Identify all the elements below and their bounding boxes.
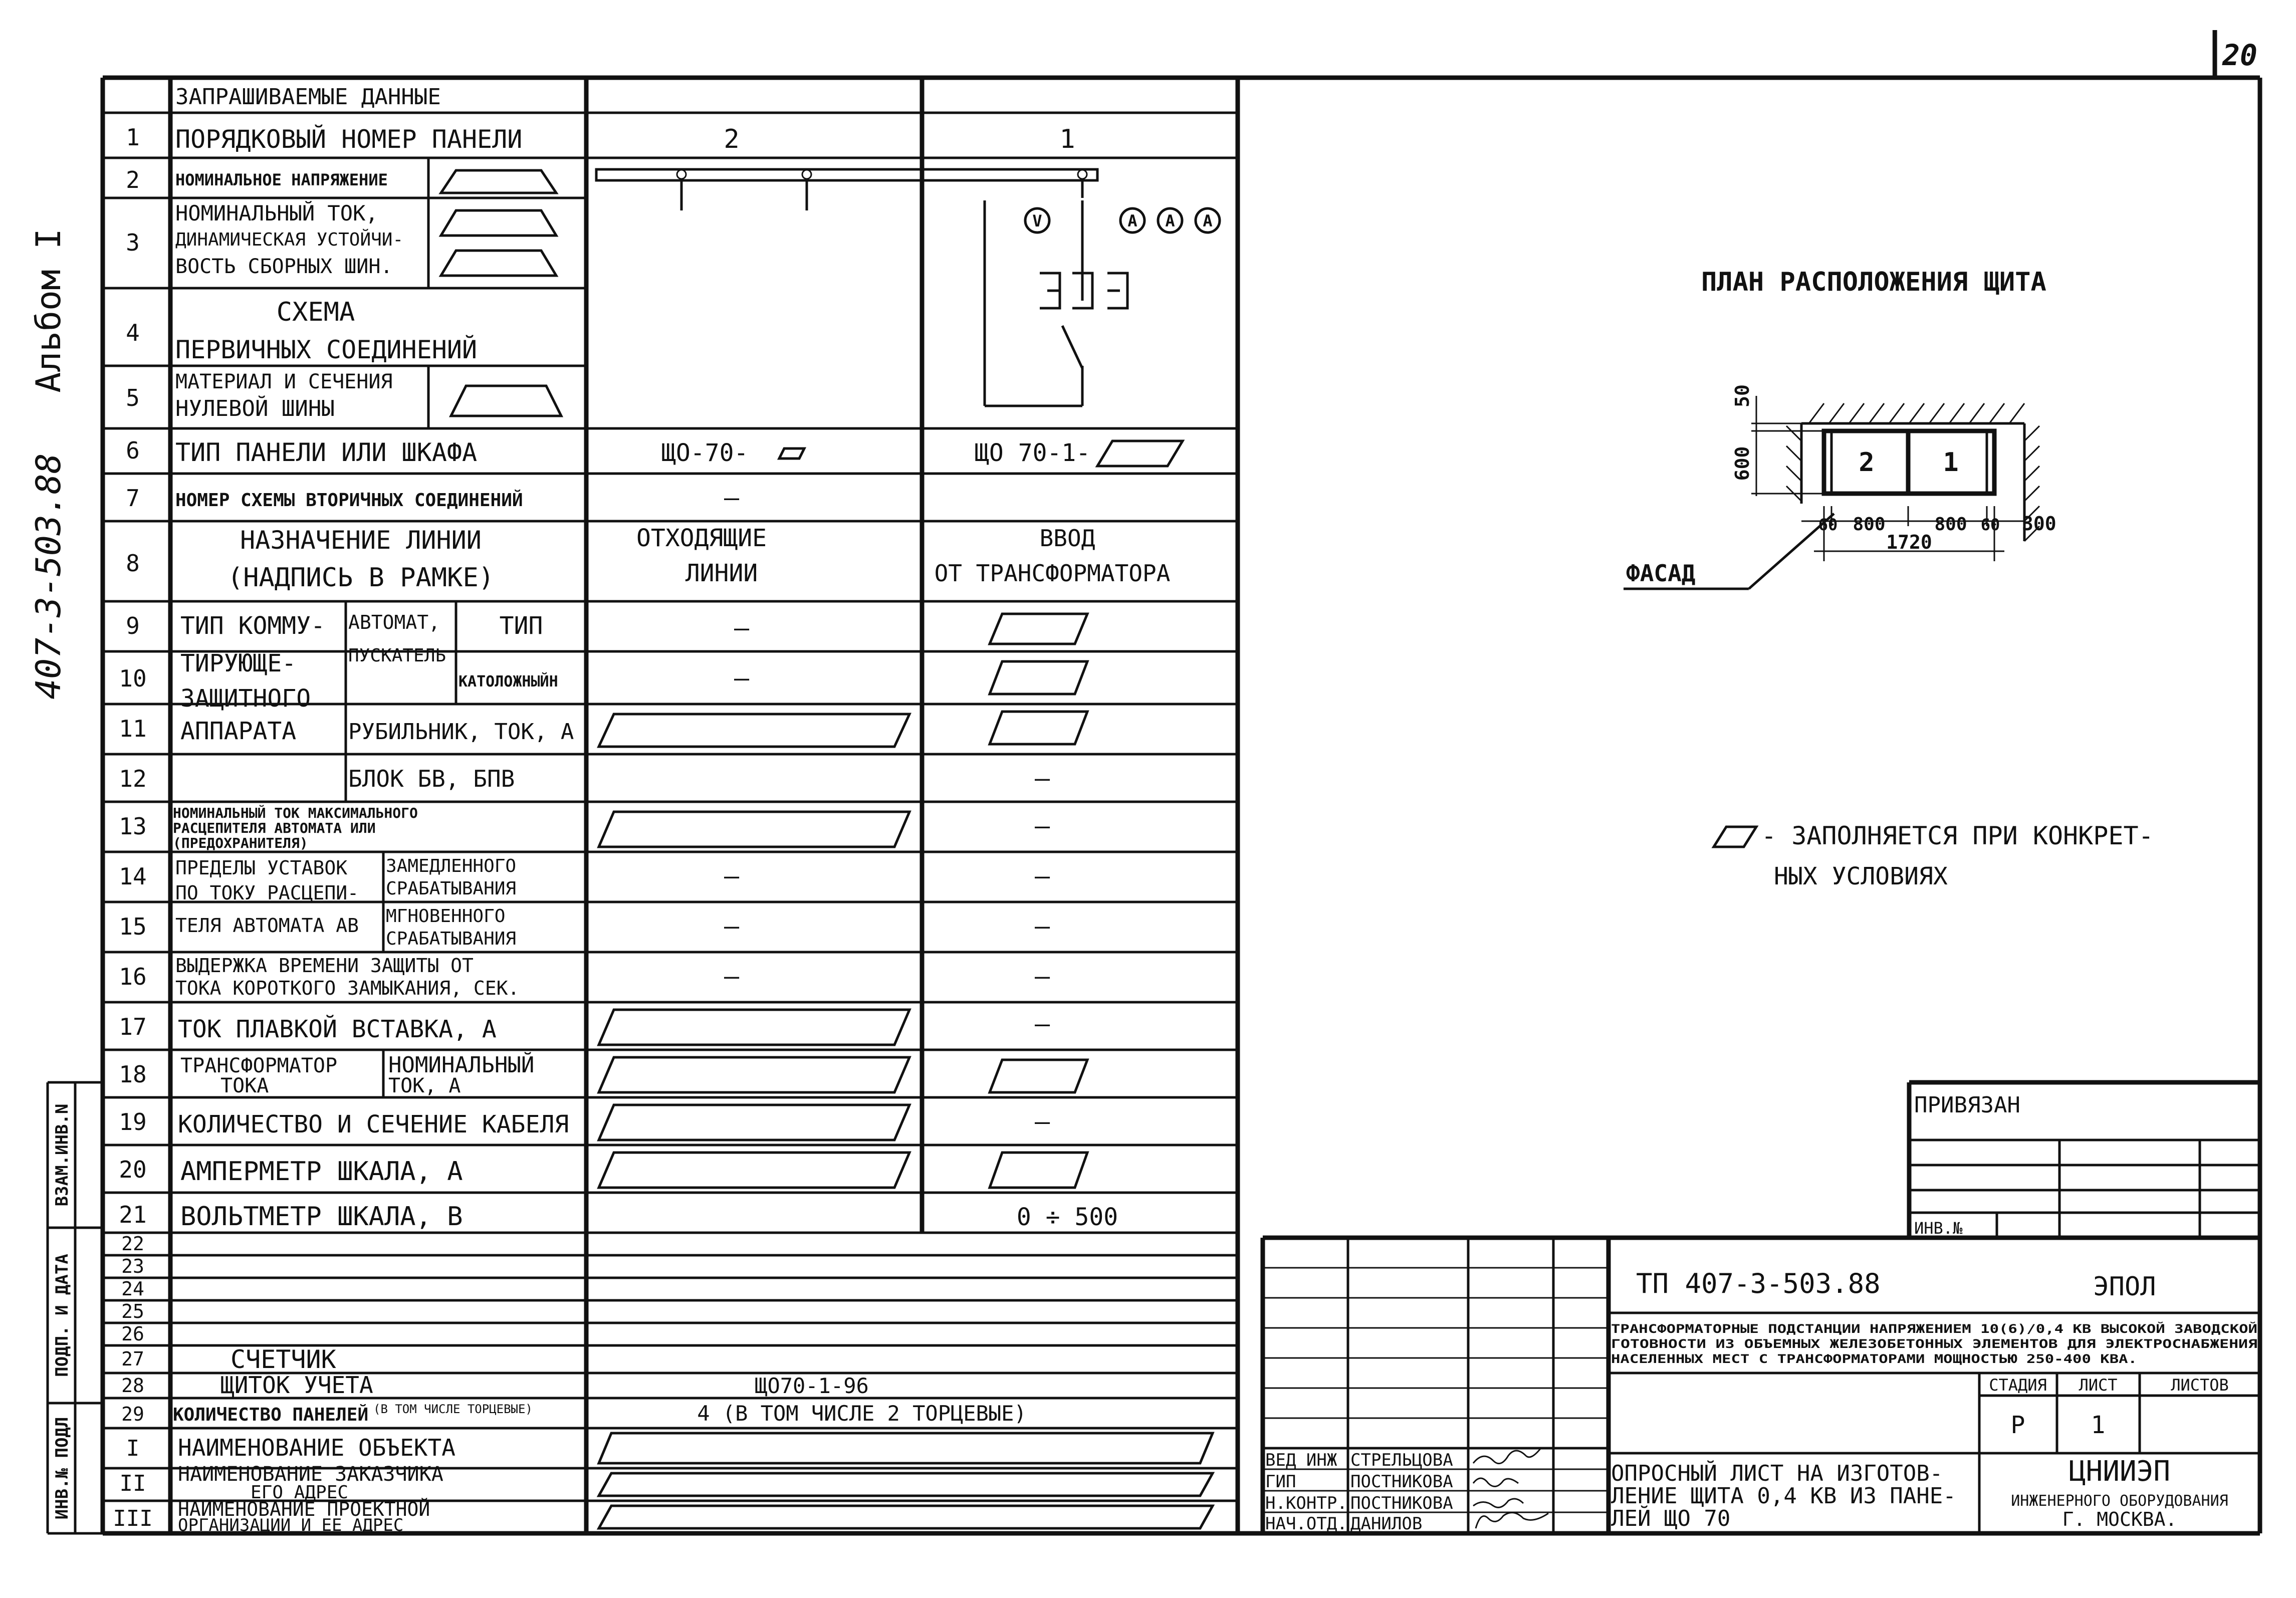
row-label: ТОК, А: [388, 1074, 461, 1097]
fill-in-marker: [990, 1060, 1087, 1092]
group-switch-label: ТИРУЮЩЕ-: [180, 649, 297, 677]
doc-title-2: ЛЕНИЕ ЩИТА 0,4 КВ ИЗ ПАНЕ-: [1611, 1483, 1956, 1509]
row-label: ЩИТОК УЧЕТА: [220, 1372, 373, 1399]
row-label: ТОК ПЛАВКОЙ ВСТАВКА, А: [178, 1015, 497, 1043]
row-number: 15: [119, 913, 147, 940]
listov-label: ЛИСТОВ: [2171, 1376, 2229, 1395]
panel-2-number: 2: [724, 124, 740, 154]
panel-cell-1: 1: [1943, 447, 1959, 478]
plan-title: ПЛАН РАСПОЛОЖЕНИЯ ЩИТА: [1701, 267, 2046, 297]
dim-60-right: 60: [1980, 515, 2000, 534]
org-name: ЦНИИЭП: [2069, 1455, 2171, 1488]
dash: —: [724, 483, 740, 512]
row-number: 3: [126, 229, 140, 256]
meter-label: A: [1127, 211, 1137, 231]
row-label: НАИМЕНОВАНИЕ ПРОЕКТНОЙ: [178, 1498, 430, 1520]
panel-type-2: ЩО-70-: [661, 439, 749, 467]
row-label: НАИМЕНОВАНИЕ ОБЪЕКТА: [178, 1434, 455, 1461]
dash: —: [734, 663, 750, 693]
fill-in-marker: [599, 1105, 909, 1140]
row-number: 19: [119, 1108, 147, 1135]
stadiya-label: СТАДИЯ: [1989, 1376, 2047, 1395]
meter-label: A: [1165, 211, 1175, 231]
row-label: ТИП ПАНЕЛИ ИЛИ ШКАФА: [175, 438, 478, 467]
signer-name: ДАНИЛОВ: [1350, 1514, 1423, 1534]
row-number: 10: [119, 665, 147, 692]
meter-label: A: [1203, 211, 1213, 231]
dash: —: [1034, 811, 1050, 840]
project-code: ТП 407-3-503.88: [1636, 1268, 1881, 1299]
dash: —: [1034, 861, 1050, 890]
row-label: БЛОК БВ, БПВ: [348, 765, 515, 792]
purpose-2: ОТХОДЯЩИЕ: [636, 524, 767, 552]
fill-in-marker: [599, 1433, 1213, 1463]
section-code: ЭПОЛ: [2093, 1272, 2156, 1302]
signature: [1476, 1513, 1548, 1528]
doc-title-1: ОПРОСНЫЙ ЛИСТ НА ИЗГОТОВ-: [1611, 1461, 1943, 1486]
row-number: 7: [126, 485, 140, 512]
signature: [1473, 1499, 1523, 1507]
dash: —: [724, 861, 740, 890]
facade-label: ФАСАД: [1626, 560, 1696, 587]
legend-line-2: НЫХ УСЛОВИЯХ: [1774, 862, 1948, 890]
org-city: Г. МОСКВА.: [2062, 1508, 2177, 1530]
fill-in-marker: [599, 1473, 1213, 1496]
dim-600: 600: [1731, 446, 1753, 481]
row-number: 8: [126, 550, 140, 577]
row-label: ОРГАНИЗАЦИИ И ЕЕ АДРЕС: [178, 1515, 404, 1535]
legend-marker: [1714, 827, 1756, 847]
purpose-1: ВВОД: [1039, 525, 1095, 552]
dim-total: 1720: [1886, 531, 1932, 553]
row-number: 27: [121, 1348, 144, 1370]
dash: —: [1034, 962, 1050, 991]
row-label: ДИНАМИЧЕСКАЯ УСТОЙЧИ-: [175, 230, 404, 250]
row-label: ЗАМЕДЛЕННОГО: [386, 856, 517, 876]
dash: —: [734, 613, 750, 642]
automat-label: АВТОМАТ,: [348, 611, 440, 633]
fill-in-markers: [441, 170, 1213, 1528]
dash: —: [1034, 911, 1050, 941]
sheet-number: 20: [2222, 38, 2257, 72]
row-number: I: [126, 1436, 140, 1461]
row-label: НАЗНАЧЕНИЕ ЛИНИИ: [240, 526, 482, 555]
row-label: (НАДПИСЬ В РАМКЕ): [227, 563, 495, 593]
row-label: РАСЦЕПИТЕЛЯ АВТОМАТА ИЛИ: [173, 820, 376, 836]
signer-role: ВЕД ИНЖ: [1265, 1450, 1337, 1470]
list-value: 1: [2091, 1411, 2106, 1439]
row-label: АМПЕРМЕТР ШКАЛА, А: [180, 1157, 463, 1187]
row-number: 18: [119, 1061, 147, 1088]
legend-line-1: - ЗАПОЛНЯЕТСЯ ПРИ КОНКРЕТ-: [1761, 821, 2154, 850]
row-number: 21: [119, 1201, 147, 1228]
row-label: НУЛЕВОЙ ШИНЫ: [175, 396, 335, 421]
dim-60-left: 60: [1818, 515, 1838, 534]
metering-panel: ЩО70-1-96: [755, 1374, 869, 1398]
row-number: 24: [121, 1278, 144, 1300]
row-number: II: [119, 1471, 146, 1496]
row-number: III: [113, 1506, 153, 1531]
group-limits-label: ПРЕДЕЛЫ УСТАВОК: [175, 857, 348, 879]
row-label: СХЕМА: [276, 297, 355, 327]
row-label: НОМЕР СХЕМЫ ВТОРИЧНЫХ СОЕДИНЕНИЙ: [175, 490, 523, 511]
panel-type-1: ЩО 70-1-: [975, 439, 1091, 467]
margin-podp: ПОДП. И ДАТА: [52, 1254, 72, 1377]
fill-in-marker: [599, 714, 909, 747]
fill-in-marker: [990, 712, 1087, 744]
row-number: 23: [121, 1255, 144, 1277]
signer-name: ПОСТНИКОВА: [1350, 1472, 1453, 1492]
row-number: 12: [119, 765, 147, 792]
dim-50: 50: [1731, 384, 1753, 407]
row-number: 11: [119, 715, 147, 742]
signer-name: ПОСТНИКОВА: [1350, 1493, 1453, 1513]
inv-label: ИНВ.№: [1914, 1219, 1963, 1238]
row-label-small: (В ТОМ ЧИСЛЕ ТОРЦЕВЫЕ): [373, 1402, 533, 1416]
row-number: 29: [121, 1403, 144, 1425]
row-number: 22: [121, 1233, 144, 1255]
tip-label: ТИП: [499, 612, 543, 640]
doc-title-3: ЛЕЙ ЩО 70: [1611, 1506, 1731, 1531]
row-number: 9: [126, 612, 140, 639]
signers: [1265, 1450, 1453, 1534]
row-number: 14: [119, 863, 147, 890]
row-label: МГНОВЕННОГО: [386, 906, 506, 927]
row-label: ТОКА КОРОТКОГО ЗАМЫКАНИЯ, СЕК.: [175, 977, 520, 999]
row-number: 1: [126, 124, 140, 151]
dim-800-right: 800: [1934, 514, 1967, 535]
dash: —: [1034, 1009, 1050, 1038]
row-number: 25: [121, 1300, 144, 1322]
row-label: ВЫДЕРЖКА ВРЕМЕНИ ЗАЩИТЫ ОТ: [175, 955, 474, 977]
fill-in-marker: [599, 1010, 909, 1045]
row-number: 5: [126, 384, 140, 411]
purpose-1: ОТ ТРАНСФОРМАТОРА: [934, 560, 1171, 587]
dim-300: 300: [2022, 513, 2056, 535]
fill-in-marker: [990, 661, 1087, 694]
fill-in-marker: [441, 170, 556, 193]
stadiya-value: Р: [2010, 1411, 2025, 1439]
fill-in-marker: [599, 1153, 909, 1188]
row-label: (ПРЕДОХРАНИТЕЛЯ): [173, 835, 308, 851]
row-label: ВОЛЬТМЕТР ШКАЛА, В: [180, 1202, 463, 1232]
dash: —: [724, 911, 740, 941]
row-label: НОМИНАЛЬНЫЙ: [388, 1052, 535, 1078]
project-desc-1: ТРАНСФОРМАТОРНЫЕ ПОДСТАНЦИИ НАПРЯЖЕНИЕМ 10(6)/0,4 КВ ВЫСОКОЙ ЗАВОДСКОЙ: [1611, 1322, 2118, 1336]
row-label: ТРАНСФОРМАТОР: [180, 1054, 338, 1077]
row-label: МАТЕРИАЛ И СЕЧЕНИЯ: [175, 370, 393, 393]
dash: —: [724, 962, 740, 991]
signature: [1473, 1448, 1541, 1464]
row-label: СЧЕТЧИК: [231, 1345, 336, 1374]
project-code-vertical: 407-3-503.88: [29, 453, 69, 700]
row-number: 16: [119, 963, 147, 990]
fill-in-marker: [441, 251, 556, 276]
row-label: КОЛИЧЕСТВО И СЕЧЕНИЕ КАБЕЛЯ: [178, 1110, 569, 1138]
primary-schematic: [596, 169, 1220, 406]
row-number: 13: [119, 813, 147, 840]
margin-stamp: [48, 1082, 103, 1533]
org-subtitle: ИНЖЕНЕРНОГО ОБОРУДОВАНИЯ: [2011, 1492, 2228, 1510]
fill-in-marker: [451, 386, 561, 416]
fill-in-marker: [779, 448, 804, 459]
row-number: 28: [121, 1375, 144, 1397]
signer-name: СТРЕЛЬЦОВА: [1350, 1450, 1453, 1470]
row-number: 17: [119, 1013, 147, 1040]
fill-in-marker: [441, 210, 556, 236]
signatures: [1473, 1448, 1548, 1528]
margin-vzam: ВЗАМ.ИНВ.N: [52, 1103, 72, 1207]
privyazan-label: ПРИВЯЗАН: [1914, 1092, 2020, 1118]
dash: —: [1034, 764, 1050, 793]
signer-role: НАЧ.ОТД.: [1265, 1514, 1347, 1534]
fill-in-marker: [599, 1506, 1213, 1528]
signer-role: ГИП: [1265, 1472, 1296, 1492]
row-number: 2: [126, 166, 140, 193]
row-number: 4: [126, 319, 140, 346]
panel-count: 4 (В ТОМ ЧИСЛЕ 2 ТОРЦЕВЫЕ): [697, 1401, 1027, 1426]
row-label: ВОСТЬ СБОРНЫХ ШИН.: [175, 255, 393, 278]
row-numbers: [119, 124, 146, 1228]
fill-in-marker: [990, 614, 1087, 644]
row-label: НОМИНАЛЬНЫЙ ТОК,: [175, 201, 378, 225]
fill-in-marker: [599, 1057, 909, 1092]
margin-inv: ИНВ.№ ПОДЛ: [52, 1417, 72, 1520]
project-desc-2: ГОТОВНОСТИ ИЗ ОБЪЕМНЫХ ЖЕЛЕЗОБЕТОННЫХ ЭЛЕМЕНТОВ ДЛЯ ЭЛЕКТРОСНАБЖЕНИЯ: [1611, 1337, 2257, 1351]
catalog-label: КАТОЛОЖНЫЙН: [458, 673, 558, 691]
rubilnik-label: РУБИЛЬНИК, ТОК, А: [348, 719, 574, 745]
fill-in-marker: [599, 812, 909, 847]
group-switch-label: ТИП КОММУ-: [180, 612, 325, 640]
row-number: 20: [119, 1156, 147, 1183]
dim-800-left: 800: [1853, 514, 1886, 535]
signature: [1473, 1478, 1518, 1486]
fill-in-marker: [1097, 441, 1183, 466]
group-limits-label: ТЕЛЯ АВТОМАТА АВ: [175, 915, 359, 937]
group-switch-label: АППАРАТА: [180, 717, 297, 745]
list-label: ЛИСТ: [2079, 1376, 2118, 1395]
dash: —: [1034, 1107, 1050, 1136]
fill-in-marker: [990, 1153, 1087, 1188]
signer-role: Н.КОНТР.: [1265, 1493, 1347, 1513]
voltmeter-scale: 0 ÷ 500: [1016, 1203, 1118, 1231]
panel-1-number: 1: [1059, 124, 1075, 154]
group-switch-label: ЗАЩИТНОГО: [180, 684, 311, 713]
row-label: НАИМЕНОВАНИЕ ЗАКАЗЧИКА: [178, 1463, 443, 1486]
row-label: ТОКА: [220, 1074, 269, 1097]
row-number: 26: [121, 1323, 144, 1345]
group-limits-label: ПО ТОКУ РАСЦЕПИ-: [175, 882, 359, 904]
album-caption: Альбом I: [29, 229, 69, 393]
puskatel-label: ПУСКАТЕЛЬ: [348, 645, 446, 666]
project-desc-3: НАСЕЛЕННЫХ МЕСТ С ТРАНСФОРМАТОРАМИ МОЩНОСТЬЮ 250-400 КВА.: [1611, 1352, 2137, 1366]
row-label: ЕГО АДРЕС: [251, 1482, 349, 1503]
row-label: СРАБАТЫВАНИЯ: [386, 878, 517, 899]
purpose-2: ЛИНИИ: [685, 559, 758, 587]
row-label: ПОРЯДКОВЫЙ НОМЕР ПАНЕЛИ: [175, 125, 523, 154]
row-label: ПЕРВИЧНЫХ СОЕДИНЕНИЙ: [175, 335, 478, 364]
row-label: КОЛИЧЕСТВО ПАНЕЛЕЙ: [173, 1405, 369, 1425]
row-label: НОМИНАЛЬНЫЙ ТОК МАКСИМАЛЬНОГО: [173, 805, 418, 821]
row-number: 6: [126, 437, 140, 464]
panel-cell-2: 2: [1859, 447, 1875, 478]
table-header: ЗАПРАШИВАЕМЫЕ ДАННЫЕ: [175, 84, 441, 110]
row-label: НОМИНАЛЬНОЕ НАПРЯЖЕНИЕ: [175, 170, 388, 189]
row-label: СРАБАТЫВАНИЯ: [386, 929, 517, 949]
meter-label: V: [1032, 211, 1042, 231]
